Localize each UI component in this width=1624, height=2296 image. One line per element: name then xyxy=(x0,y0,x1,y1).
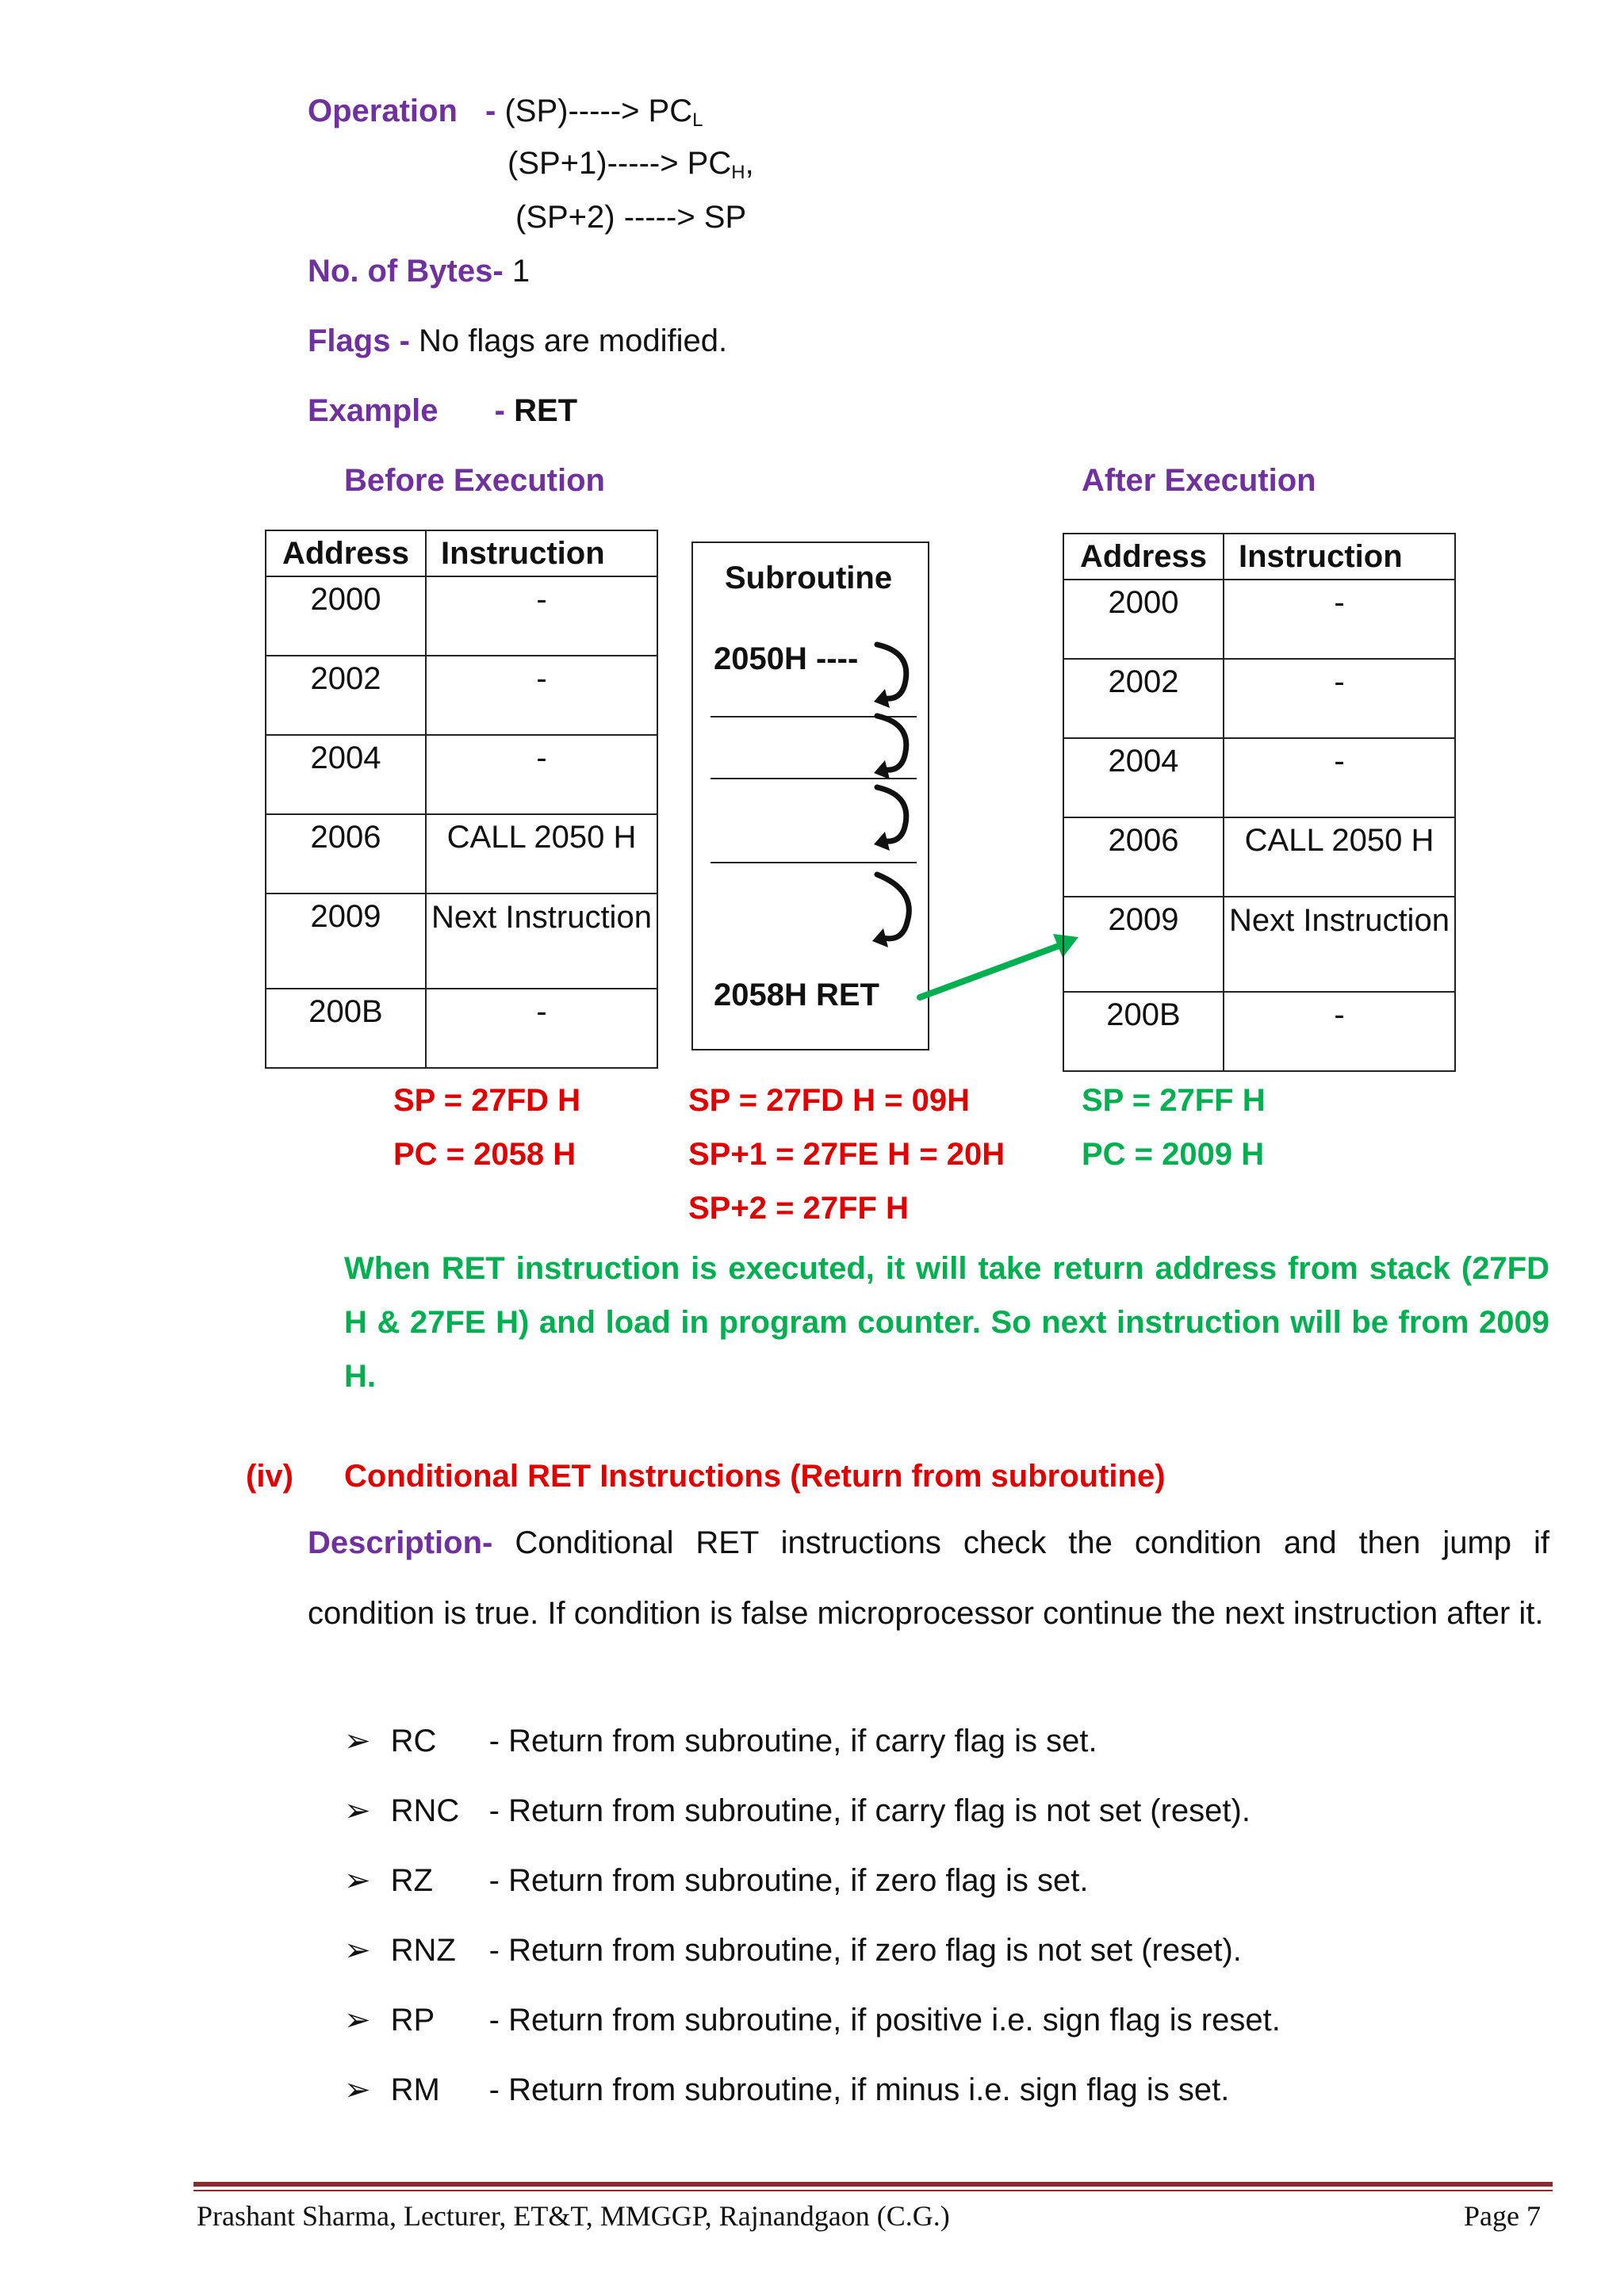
table-row xyxy=(1063,817,1455,897)
after-instr-cell: - xyxy=(1224,659,1455,738)
after-addr-cell: 2004 xyxy=(1063,738,1224,817)
before-header-instruction: Instruction xyxy=(426,530,657,576)
arrow-bullet-icon: ➢ xyxy=(344,1933,371,1968)
list-item xyxy=(344,1931,1242,1969)
list-item-code: RNC xyxy=(390,1793,460,1828)
arrow-bullet-icon: ➢ xyxy=(344,1724,371,1758)
before-table xyxy=(265,530,658,1069)
before-instr-cell: - xyxy=(426,989,657,1068)
table-row xyxy=(266,735,657,814)
stack-sp1: SP+1 = 27FE H = 20H xyxy=(688,1137,1005,1172)
operation-step-2 xyxy=(508,144,754,192)
table-row xyxy=(266,894,657,989)
table-row xyxy=(1063,992,1455,1071)
curved-arrows-icon xyxy=(869,637,925,954)
example-line xyxy=(308,392,577,430)
table-row xyxy=(266,576,657,656)
bytes-value: 1 xyxy=(511,254,530,289)
after-header-address: Address xyxy=(1063,534,1224,580)
return-arrow-icon xyxy=(912,928,1086,1015)
example-label: Example xyxy=(308,393,439,428)
after-pc: PC = 2009 H xyxy=(1082,1137,1265,1172)
stack-sp2: SP+2 = 27FF H xyxy=(688,1191,909,1226)
flags-line xyxy=(308,322,727,360)
after-addr-cell: 2000 xyxy=(1063,580,1224,659)
subroutine-box xyxy=(691,541,929,1050)
operation-label: Operation xyxy=(308,94,458,128)
list-item-text: - Return from subroutine, if carry flag is not set (reset). xyxy=(488,1793,1251,1828)
section-number: (iv) xyxy=(246,1459,293,1494)
description-label: Description- xyxy=(308,1525,493,1560)
before-instr-cell: - xyxy=(426,735,657,814)
example-value: RET xyxy=(514,393,578,428)
table-row xyxy=(266,814,657,894)
table-row xyxy=(1063,580,1455,659)
operation-line-1 xyxy=(308,92,703,140)
list-item-text: - Return from subroutine, if carry flag is set. xyxy=(488,1724,1097,1758)
arrow-bullet-icon: ➢ xyxy=(344,1863,371,1898)
after-header-instruction: Instruction xyxy=(1224,534,1455,580)
table-row xyxy=(266,989,657,1068)
after-instr-cell: - xyxy=(1224,738,1455,817)
after-instr-cell: Next Instruction xyxy=(1224,897,1455,992)
list-item xyxy=(344,1862,1089,1900)
arrow-bullet-icon: ➢ xyxy=(344,2072,371,2107)
before-addr-cell: 2002 xyxy=(266,656,426,735)
list-item-code: RP xyxy=(390,2003,435,2038)
operation-step-1-sub: L xyxy=(692,109,703,131)
before-instr-cell: - xyxy=(426,656,657,735)
flags-value: No flags are modified. xyxy=(419,323,728,358)
after-table xyxy=(1063,533,1456,1072)
table-row xyxy=(266,656,657,735)
before-instr-cell: Next Instruction xyxy=(426,894,657,989)
section-description xyxy=(308,1508,1549,1649)
bytes-label: No. of Bytes- xyxy=(308,254,504,289)
before-title: Before Execution xyxy=(344,463,605,498)
operation-step-2-text: (SP+1)-----> PC xyxy=(508,146,732,181)
footer-page-number: Page 7 xyxy=(1464,2200,1541,2232)
footer-author: Prashant Sharma, Lecturer, ET&T, MMGGP, Rajnandgaon (C.G.) xyxy=(197,2200,950,2232)
list-item xyxy=(344,1792,1251,1830)
subroutine-start: 2050H ---- xyxy=(714,641,859,676)
explanation-text: When RET instruction is executed, it will take return address from stack (27FD H & 27FE H) and load in program counter. So next instruction will be from 2009 H. xyxy=(344,1251,1549,1394)
list-item xyxy=(344,1722,1097,1760)
arrow-bullet-icon: ➢ xyxy=(344,2003,371,2038)
before-header-row xyxy=(266,530,657,576)
table-row xyxy=(1063,738,1455,817)
section-title: Conditional RET Instructions (Return from subroutine) xyxy=(344,1459,1166,1494)
footer-rule-thin xyxy=(193,2190,1553,2191)
footer-rule xyxy=(193,2182,1553,2187)
before-sp: SP = 27FD H xyxy=(393,1083,581,1118)
before-addr-cell: 200B xyxy=(266,989,426,1068)
after-addr-cell: 2009 xyxy=(1063,897,1224,992)
list-item-text: - Return from subroutine, if minus i.e. sign flag is set. xyxy=(488,2072,1230,2107)
after-instr-cell: CALL 2050 H xyxy=(1224,817,1455,897)
after-instr-cell: - xyxy=(1224,580,1455,659)
list-item-code: RC xyxy=(390,1724,437,1758)
list-item xyxy=(344,2071,1229,2109)
list-item-code: RM xyxy=(390,2072,440,2107)
after-addr-cell: 2002 xyxy=(1063,659,1224,738)
list-item-code: RZ xyxy=(390,1863,433,1898)
after-instr-cell: - xyxy=(1224,992,1455,1071)
subroutine-title: Subroutine xyxy=(725,561,893,595)
after-addr-cell: 200B xyxy=(1063,992,1224,1071)
list-item-text: - Return from subroutine, if zero flag is set. xyxy=(488,1863,1089,1898)
operation-step-1-text: (SP)-----> PC xyxy=(504,94,693,128)
after-header-row xyxy=(1063,534,1455,580)
before-addr-cell: 2004 xyxy=(266,735,426,814)
arrow-bullet-icon: ➢ xyxy=(344,1793,371,1828)
example-dash: - xyxy=(494,393,505,428)
subroutine-end: 2058H RET xyxy=(714,978,879,1012)
before-pc: PC = 2058 H xyxy=(393,1137,576,1172)
flags-label: Flags - xyxy=(308,323,410,358)
after-title: After Execution xyxy=(1082,463,1316,498)
stack-sp: SP = 27FD H = 09H xyxy=(688,1083,970,1118)
list-item-text: - Return from subroutine, if zero flag is not set (reset). xyxy=(488,1933,1242,1968)
description-text: Conditional RET instructions check the condition and then jump if condition is true. If condition is false microprocessor continue the next instruction after it. xyxy=(308,1525,1549,1631)
operation-dash: - xyxy=(485,94,496,128)
operation-step-1 xyxy=(504,94,703,131)
before-addr-cell: 2000 xyxy=(266,576,426,656)
list-item xyxy=(344,2001,1281,2039)
bytes-line xyxy=(308,252,530,290)
before-addr-cell: 2006 xyxy=(266,814,426,894)
operation-step-3: (SP+2) -----> SP xyxy=(515,200,747,235)
before-instr-cell: CALL 2050 H xyxy=(426,814,657,894)
list-item-text: - Return from subroutine, if positive i.e. sign flag is reset. xyxy=(488,2003,1281,2038)
before-header-address: Address xyxy=(266,530,426,576)
list-item-code: RNZ xyxy=(390,1933,456,1968)
after-addr-cell: 2006 xyxy=(1063,817,1224,897)
after-sp: SP = 27FF H xyxy=(1082,1083,1266,1118)
table-row xyxy=(1063,659,1455,738)
before-instr-cell: - xyxy=(426,576,657,656)
table-row xyxy=(1063,897,1455,992)
operation-step-2-sub: H xyxy=(731,162,745,183)
operation-step-2-tail: , xyxy=(745,146,754,181)
before-addr-cell: 2009 xyxy=(266,894,426,989)
